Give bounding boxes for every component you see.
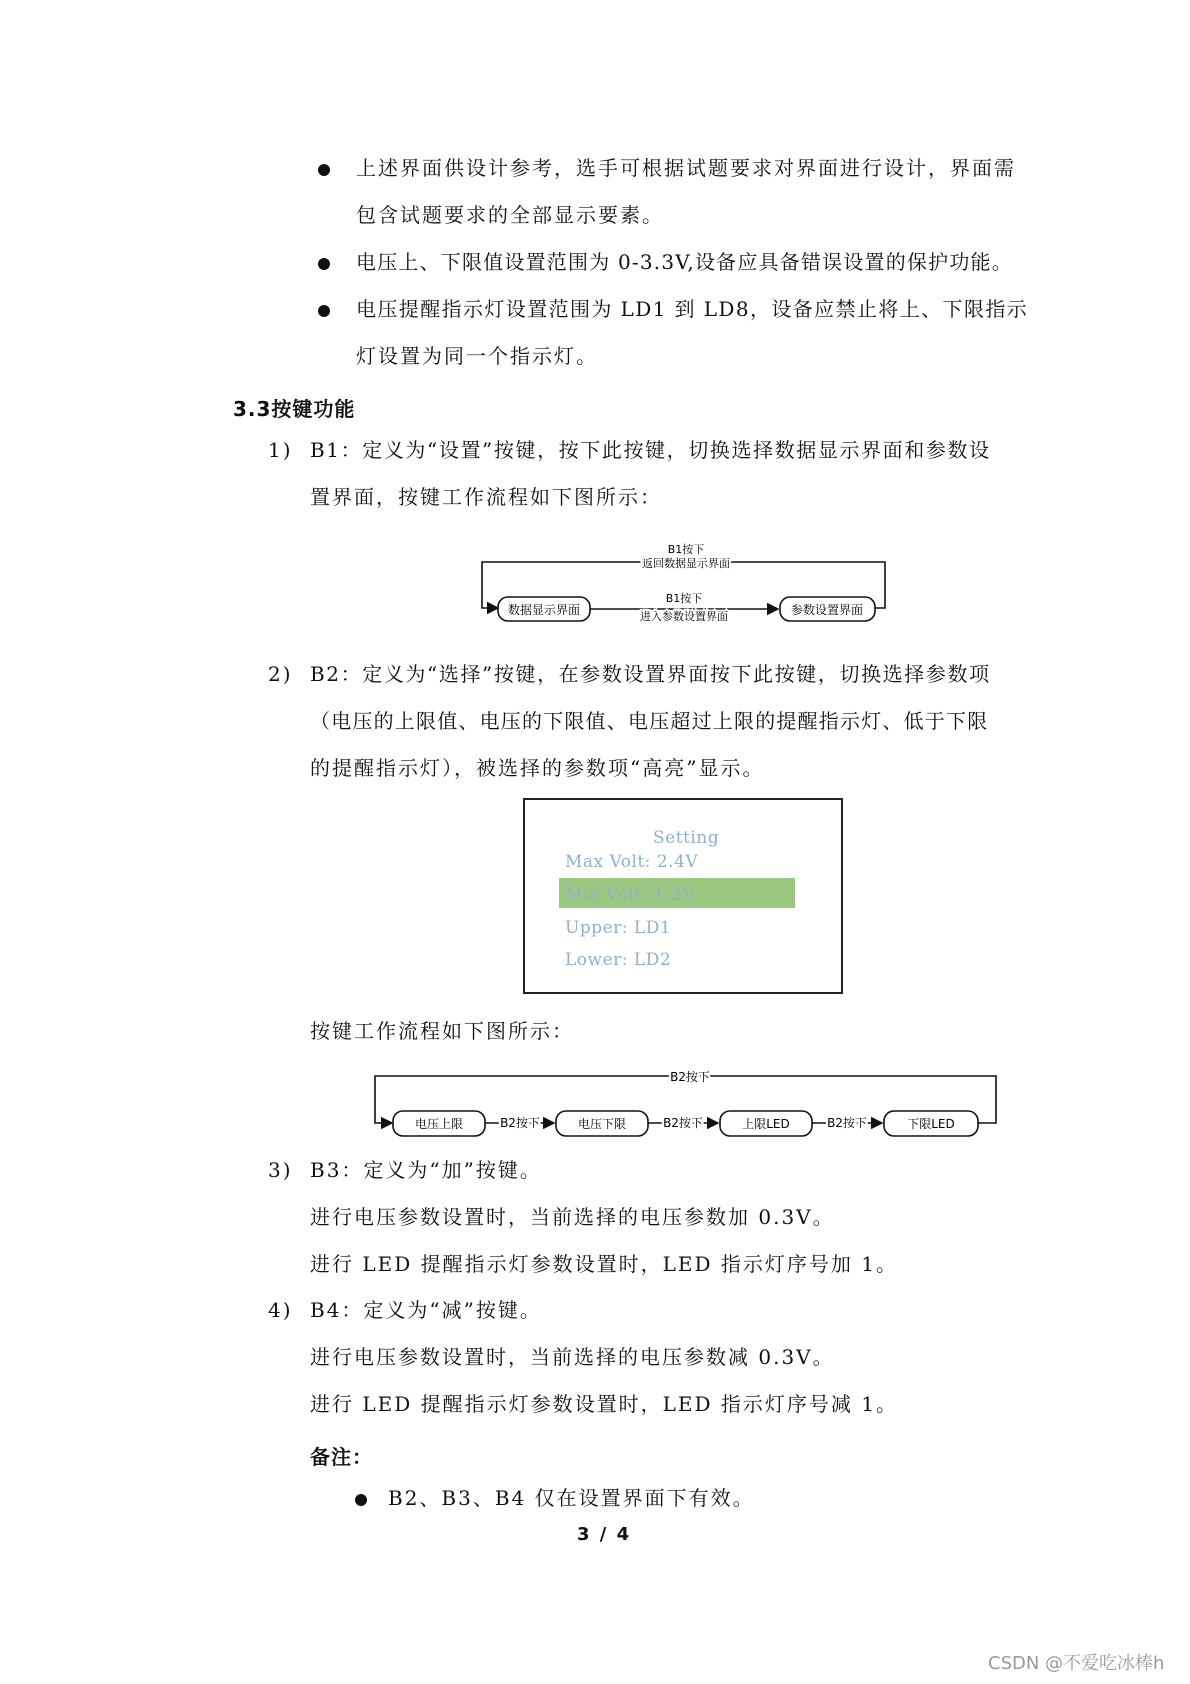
item-number: 4): [268, 1298, 293, 1322]
item-text: B2：定义为“选择”按键，在参数设置界面按下此按键，切换选择参数项: [310, 662, 991, 686]
lcd-row-upper: Upper: LD1: [565, 918, 672, 938]
item-number: 2): [268, 662, 293, 686]
bullet-text: 电压上、下限值设置范围为 0-3.3V,设备应具备错误设置的保护功能。: [356, 250, 1013, 274]
lcd-title: Setting: [653, 828, 720, 848]
item-text-cont: 进行 LED 提醒指示灯参数设置时，LED 指示灯序号加 1。: [310, 1252, 898, 1276]
bullet-text: 上述界面供设计参考，选手可根据试题要求对界面进行设计，界面需: [356, 156, 1016, 180]
bullet-text-cont: 灯设置为同一个指示灯。: [356, 344, 598, 368]
item-number: 3): [268, 1158, 293, 1182]
bullet-dot: [318, 164, 330, 176]
flow1-node-param-setting: 参数设置界面: [790, 603, 864, 617]
flow-diagram-b2: [368, 1062, 1008, 1138]
bullet-dot: [318, 258, 330, 270]
flow1-top-label-2: 返回数据显示界面: [642, 557, 730, 570]
item-text: B1：定义为“设置”按键，按下此按键，切换选择数据显示界面和参数设: [310, 438, 991, 462]
flow1-mid-label-1: B1按下: [665, 592, 703, 605]
item-text-cont: 进行电压参数设置时，当前选择的电压参数减 0.3V。: [310, 1345, 835, 1369]
flow2-node-lower-volt: 电压下限: [577, 1117, 627, 1131]
watermark: CSDN @不爱吃冰棒h: [988, 1653, 1165, 1674]
item-text-cont: （电压的上限值、电压的下限值、电压超过上限的提醒指示灯、低于下限: [310, 709, 989, 733]
flow2-node-upper-led: 上限LED: [742, 1117, 790, 1131]
bullet-text: 电压提醒指示灯设置范围为 LD1 到 LD8，设备应禁止将上、下限指示: [356, 297, 1029, 321]
item-number: 1): [268, 438, 293, 462]
section-heading: 3.3按键功能: [233, 397, 356, 421]
flow-diagram-b1: [470, 540, 900, 628]
flow2-node-upper-volt: 电压上限: [414, 1117, 464, 1131]
flow2-edge-label: B2按下: [827, 1116, 867, 1130]
bullet-dot: [318, 305, 330, 317]
bullet-text-cont: 包含试题要求的全部显示要素。: [356, 203, 664, 227]
note-bullet-text: B2、B3、B4 仅在设置界面下有效。: [388, 1486, 755, 1510]
flow2-node-lower-led: 下限LED: [907, 1117, 955, 1131]
lcd-row-max-volt: Max Volt: 2.4V: [565, 852, 699, 872]
page-number: 3 / 4: [577, 1524, 632, 1545]
flow1-mid-label-2: 进入参数设置界面: [640, 610, 728, 623]
item-text-cont: 的提醒指示灯），被选择的参数项“高亮”显示。: [310, 756, 765, 780]
lcd-row-lower: Lower: LD2: [565, 950, 672, 970]
flow-caption: 按键工作流程如下图所示：: [310, 1019, 574, 1043]
item-text-cont: 进行电压参数设置时，当前选择的电压参数加 0.3V。: [310, 1205, 835, 1229]
lcd-row-min-volt: Min Volt: 1.2V: [565, 885, 695, 905]
item-text-cont: 进行 LED 提醒指示灯参数设置时，LED 指示灯序号减 1。: [310, 1392, 898, 1416]
flow1-top-label-1: B1按下: [667, 543, 705, 556]
flow1-node-data-display: 数据显示界面: [507, 603, 581, 617]
note-heading: 备注：: [310, 1445, 373, 1469]
item-text: B3：定义为“加”按键。: [310, 1158, 542, 1182]
lcd-setting-screen: [523, 798, 843, 994]
item-text-cont: 置界面，按键工作流程如下图所示：: [310, 485, 662, 509]
flow2-edge-label: B2按下: [500, 1116, 540, 1130]
flow2-edge-label: B2按下: [663, 1116, 703, 1130]
bullet-dot: [355, 1494, 367, 1506]
item-text: B4：定义为“减”按键。: [310, 1298, 542, 1322]
flow2-top-label: B2按下: [670, 1070, 710, 1084]
